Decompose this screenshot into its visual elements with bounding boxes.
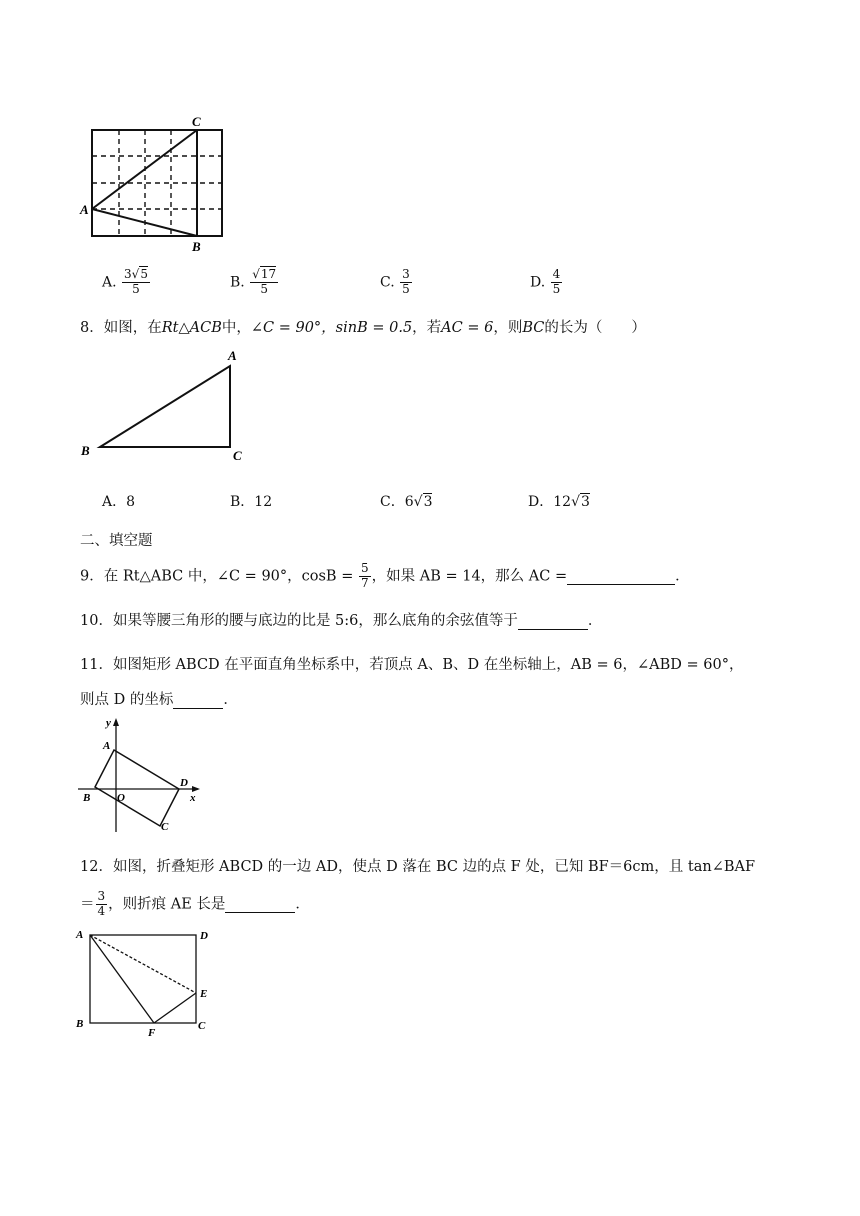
section-heading: 二、填空题 bbox=[80, 533, 153, 549]
q8-option-b: B．12 bbox=[230, 494, 273, 510]
q8-figure bbox=[78, 344, 258, 466]
label-o: O bbox=[117, 792, 125, 804]
axis-y-label: y bbox=[106, 717, 111, 729]
label-b: B bbox=[192, 239, 201, 254]
label-a: A bbox=[228, 348, 237, 363]
grid-dashes bbox=[92, 130, 222, 236]
label-b: B bbox=[83, 792, 91, 804]
q12-stem-line2: ＝ $\frac{3}{4}$ ，则折痕 AE 长是 ． bbox=[80, 889, 310, 918]
q12-figure bbox=[74, 926, 220, 1042]
q8-option-c: C．6√3 bbox=[380, 494, 433, 510]
q7-option-d: D. $\frac{4}{5}$ bbox=[530, 267, 561, 296]
label-a: A bbox=[103, 740, 111, 752]
label-c: C bbox=[161, 821, 169, 833]
label-f: F bbox=[148, 1027, 156, 1039]
axis-x-label: x bbox=[190, 792, 196, 804]
label-a: A bbox=[76, 929, 84, 941]
q11-figure bbox=[76, 716, 206, 838]
q7-option-c: C. $\frac{3}{5}$ bbox=[380, 267, 410, 296]
label-a: A bbox=[80, 202, 89, 217]
q12-answer-blank[interactable] bbox=[225, 896, 295, 913]
label-c: C bbox=[192, 114, 201, 129]
q11-answer-blank[interactable] bbox=[173, 692, 223, 709]
q9-answer-blank[interactable] bbox=[567, 568, 675, 585]
q11-stem-line1: 11．如图矩形 ABCD 在平面直角坐标系中，若顶点 A、B、D 在坐标轴上，AB = 6，∠ABD = 60°， bbox=[80, 657, 744, 673]
q11-stem-line2: 则点 D 的坐标 ． bbox=[80, 692, 238, 708]
q7-option-a: A. $\frac{3√5}{5}$ bbox=[102, 267, 148, 296]
q7-figure bbox=[78, 112, 228, 254]
label-c: C bbox=[233, 448, 242, 463]
label-d: D bbox=[200, 930, 208, 942]
label-b: B bbox=[81, 443, 90, 458]
q7-option-b: B. $\frac{√17}{5}$ bbox=[230, 267, 277, 296]
q8-stem: 8．如图，在Rt△ACB中，∠C = 90°，sinB = 0.5，若AC = 6，则BC的长为（ ） bbox=[80, 320, 646, 336]
label-e: E bbox=[200, 988, 208, 1000]
q10-answer-blank[interactable] bbox=[518, 613, 588, 630]
q10-stem: 10．如果等腰三角形的腰与底边的比是 5:6，那么底角的余弦值等于 ． bbox=[80, 613, 603, 629]
label-d: D bbox=[180, 777, 188, 789]
q8-option-d: D．12√3 bbox=[528, 494, 590, 510]
label-b: B bbox=[76, 1018, 84, 1030]
q9-stem: 9．在 Rt△ABC 中，∠C = 90°，cosB = $\frac{5}{7}$ ，如果 AB = 14，那么 AC = ． bbox=[80, 561, 690, 590]
q12-stem-line1: 12．如图，折叠矩形 ABCD 的一边 AD，使点 D 落在 BC 边的点 F 处，已知 BF＝6cm，且 tan∠BAF bbox=[80, 859, 756, 875]
label-c: C bbox=[198, 1020, 206, 1032]
q8-option-a: A．8 bbox=[102, 494, 136, 510]
